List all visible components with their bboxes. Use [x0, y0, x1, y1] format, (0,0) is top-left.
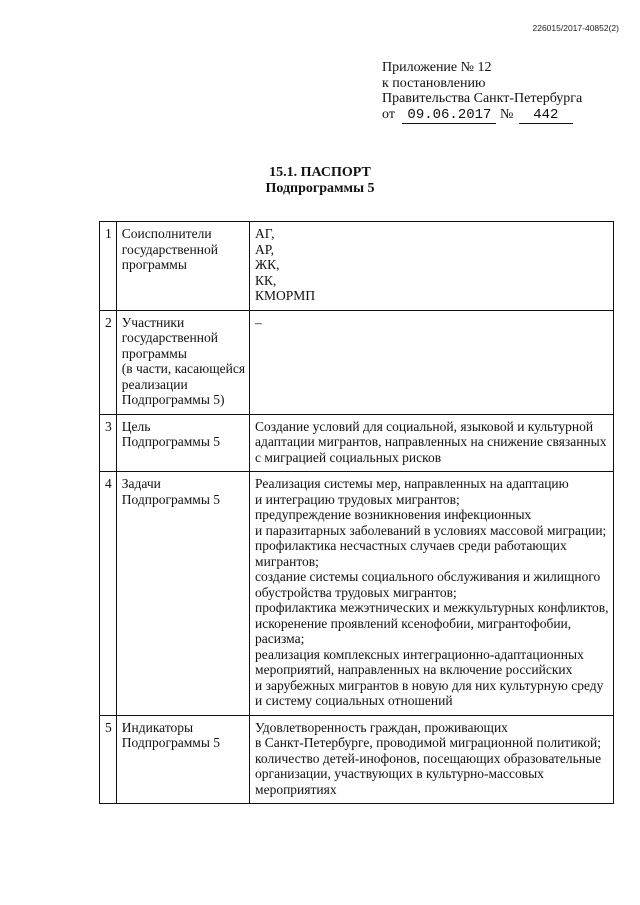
appendix-line-2: к постановлению	[382, 75, 486, 91]
row-value-line: адаптации мигрантов, направленных на снижение связанных	[255, 434, 607, 449]
row-value-line: и зарубежных мигрантов в новую для них культурную среду	[255, 677, 604, 693]
table-row	[100, 310, 614, 414]
appendix-line-3: Правительства Санкт-Петербурга	[382, 91, 583, 106]
row-value-line: предупреждение возникновения инфекционных	[255, 507, 532, 522]
row-number: 2	[100, 310, 117, 414]
resolution-date: 09.06.2017	[402, 108, 496, 125]
document-registration-number: 226015/2017-40852(2)	[532, 23, 619, 33]
row-value-line: организации, участвующих в культурно-массовых	[255, 766, 544, 781]
row-label-line: Соисполнители	[121, 226, 212, 241]
row-value-line: расизма;	[255, 631, 305, 646]
row-value-line: профилактика несчастных случаев среди работающих	[255, 538, 567, 553]
row-value-line: КМОРМП	[255, 288, 316, 303]
row-value-line: мероприятиях	[255, 781, 337, 797]
appendix-header	[382, 60, 582, 124]
row-label-line: государственной	[121, 330, 218, 345]
table-row	[100, 414, 614, 472]
row-label-line: Подпрограммы 5	[121, 491, 221, 507]
row-value-line: Создание условий для социальной, языковой и культурной	[255, 418, 594, 434]
row-value-line: Реализация системы мер, направленных на адаптацию	[255, 476, 569, 491]
row-value-line: и интеграцию трудовых мигрантов;	[255, 491, 460, 507]
row-label-line: (в части, касающейся	[121, 361, 246, 376]
number-sign: №	[499, 106, 514, 122]
resolution-number: 442	[519, 108, 573, 125]
page-title	[0, 165, 640, 197]
row-value-line: ЖК,	[255, 257, 280, 272]
row-label	[116, 310, 249, 414]
from-label: от	[382, 106, 395, 122]
row-label-line: реализации	[121, 376, 188, 392]
row-value-line: –	[255, 314, 262, 330]
row-value-line: АГ,	[255, 226, 275, 241]
table-row	[100, 472, 614, 716]
row-value-line: мероприятий, направленных на включение российских	[255, 662, 573, 677]
row-value	[250, 472, 614, 716]
row-label-line: программы	[121, 257, 187, 272]
row-value	[250, 715, 614, 804]
row-value-line: АР,	[255, 241, 274, 257]
row-value-line: КК,	[255, 272, 277, 288]
title-line-1: 15.1. ПАСПОРТ	[269, 165, 371, 180]
appendix-date-row	[382, 107, 582, 125]
passport-table	[99, 221, 614, 804]
row-label-line: Цель	[121, 418, 151, 434]
appendix-line-1: Приложение № 12	[382, 60, 492, 75]
row-value-line: количество детей-инофонов, посещающих образовательные	[255, 750, 602, 766]
row-value-line: с миграцией социальных рисков	[255, 449, 442, 465]
row-value	[250, 310, 614, 414]
row-value-line: и паразитарных заболеваний в условиях массовой миграции;	[255, 522, 607, 538]
row-label-line: Подпрограммы 5)	[121, 392, 225, 407]
row-value-line: в Санкт-Петербурге, проводимой миграционной политикой;	[255, 735, 602, 750]
table-row	[100, 715, 614, 804]
table-row	[100, 222, 614, 311]
title-line-2: Подпрограммы 5	[265, 181, 375, 196]
row-value-line: и систему социальных отношений	[255, 693, 453, 708]
row-number: 4	[100, 472, 117, 716]
row-number: 1	[100, 222, 117, 311]
row-value	[250, 414, 614, 472]
row-label-line: программы	[121, 345, 187, 361]
row-label-line: Индикаторы	[121, 719, 194, 735]
row-value	[250, 222, 614, 311]
row-label-line: Задачи	[121, 476, 161, 491]
row-label	[116, 414, 249, 472]
row-value-line: Удовлетворенность граждан, проживающих	[255, 719, 508, 735]
row-number: 3	[100, 414, 117, 472]
row-value-line: создание системы социального обслуживания и жилищного	[255, 569, 601, 584]
row-value-line: мигрантов;	[255, 553, 319, 569]
row-value-line: искоренение проявлений ксенофобии, мигрантофобии,	[255, 615, 572, 631]
row-label-line: государственной	[121, 241, 218, 257]
row-label-line: Участники	[121, 314, 185, 330]
row-label-line: Подпрограммы 5	[121, 434, 221, 449]
row-value-line: реализация комплексных интеграционно-адаптационных	[255, 646, 584, 662]
row-value-line: обустройства трудовых мигрантов;	[255, 584, 457, 600]
row-value-line: профилактика межэтнических и межкультурных конфликтов,	[255, 600, 609, 615]
row-label	[116, 472, 249, 716]
row-label-line: Подпрограммы 5	[121, 735, 221, 750]
row-label	[116, 715, 249, 804]
row-label	[116, 222, 249, 311]
row-number: 5	[100, 715, 117, 804]
